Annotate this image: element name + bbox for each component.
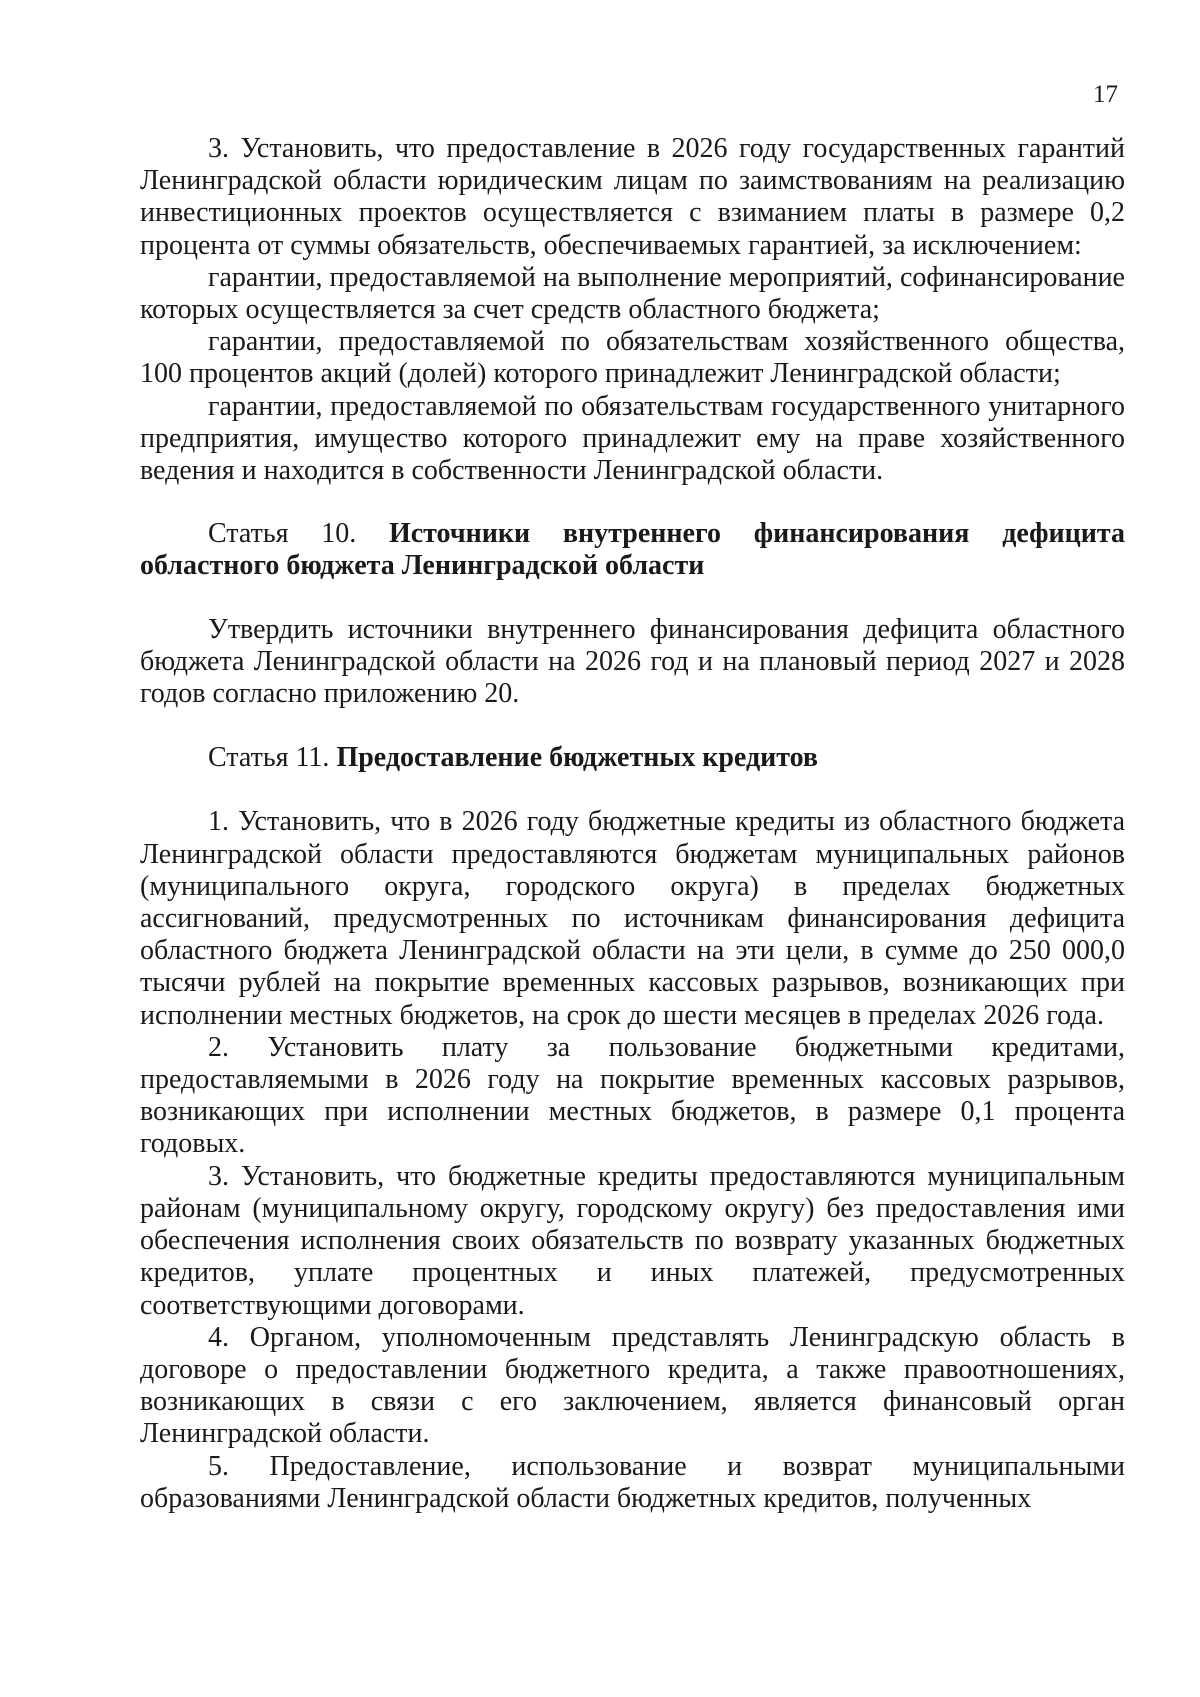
paragraph-guarantee-fee: 3. Установить, что предоставление в 2026 году государственных гарантий Ленинградской области юридическим лицам по заимствованиям на реализацию инвестиционных проектов осуществляется с взиманием платы в размере 0,2 процента от суммы обязательств, обеспечиваемых гарантией, за исключением: [140,133,1125,261]
paragraph-exception-cofinancing: гарантии, предоставляемой на выполнение мероприятий, софинансирование которых осуществляется за счет средств областного бюджета; [140,261,1125,326]
article-10-prefix: Статья 10. [208,518,389,550]
spacer [140,583,1125,614]
paragraph-credits-5: 5. Предоставление, использование и возврат муниципальными образованиями Ленинградской области бюджетных кредитов, полученных [140,1450,1125,1514]
paragraph-credits-2: 2. Установить плату за пользование бюджетными кредитами, предоставляемыми в 2026 году на покрытие временных кассовых разрывов, возникающих при исполнении местных бюджетов, в размере 0,1 процента годовых. [140,1031,1125,1160]
article-11-title: Предоставление бюджетных кредитов [336,742,819,774]
paragraph-credits-3: 3. Установить, что бюджетные кредиты предоставляются муниципальным районам (муниципальному округу, городскому округу) без предоставления ими обеспечения исполнения своих обязательств по возврату указанных бюджетных кредитов, уплате процентных и иных платежей, предусмотренных соответствующими договорами. [140,1160,1125,1321]
paragraph-exception-company: гарантии, предоставляемой по обязательствам хозяйственного общества, 100 процентов акций (долей) которого принадлежит Ленинградской области; [140,326,1125,390]
document-body [140,133,1125,1515]
paragraph-credits-4: 4. Органом, уполномоченным представлять Ленинградскую область в договоре о предоставлении бюджетного кредита, а также правоотношениях, возникающих в связи с его заключением, является финансовый орган Ленинградской области. [140,1321,1125,1450]
article-10-title: Источники внутреннего финансирования дефицита областного бюджета Ленинградской области [140,518,1125,582]
paragraph-credits-1: 1. Установить, что в 2026 году бюджетные кредиты из областного бюджета Ленинградской области предоставляются бюджетам муниципальных районов (муниципального округа, городского округа) в пределах бюджетных ассигнований, предусмотренных по источникам финансирования дефицита областного бюджета Ленинградской области на эти цели, в сумме до 250 000,0 тысячи рублей на покрытие временных кассовых разрывов, возникающих при исполнении местных бюджетов, на срок до шести месяцев в пределах 2026 года. [140,806,1125,1031]
article-11-heading [140,742,1125,774]
spacer [140,710,1125,742]
paragraph-article-10-text: Утвердить источники внутреннего финансирования дефицита областного бюджета Ленинградской области на 2026 год и на плановый период 2027 и 2028 годов согласно приложению 20. [140,613,1125,710]
article-11-prefix: Статья 11. [208,742,337,774]
spacer [140,487,1125,518]
page-number: 17 [1093,81,1118,108]
article-10-heading [140,518,1125,582]
paragraph-exception-enterprise: гарантии, предоставляемой по обязательствам государственного унитарного предприятия, имущество которого принадлежит ему на праве хозяйственного ведения и находится в собственности Ленинградской области. [140,390,1125,487]
spacer [140,774,1125,806]
